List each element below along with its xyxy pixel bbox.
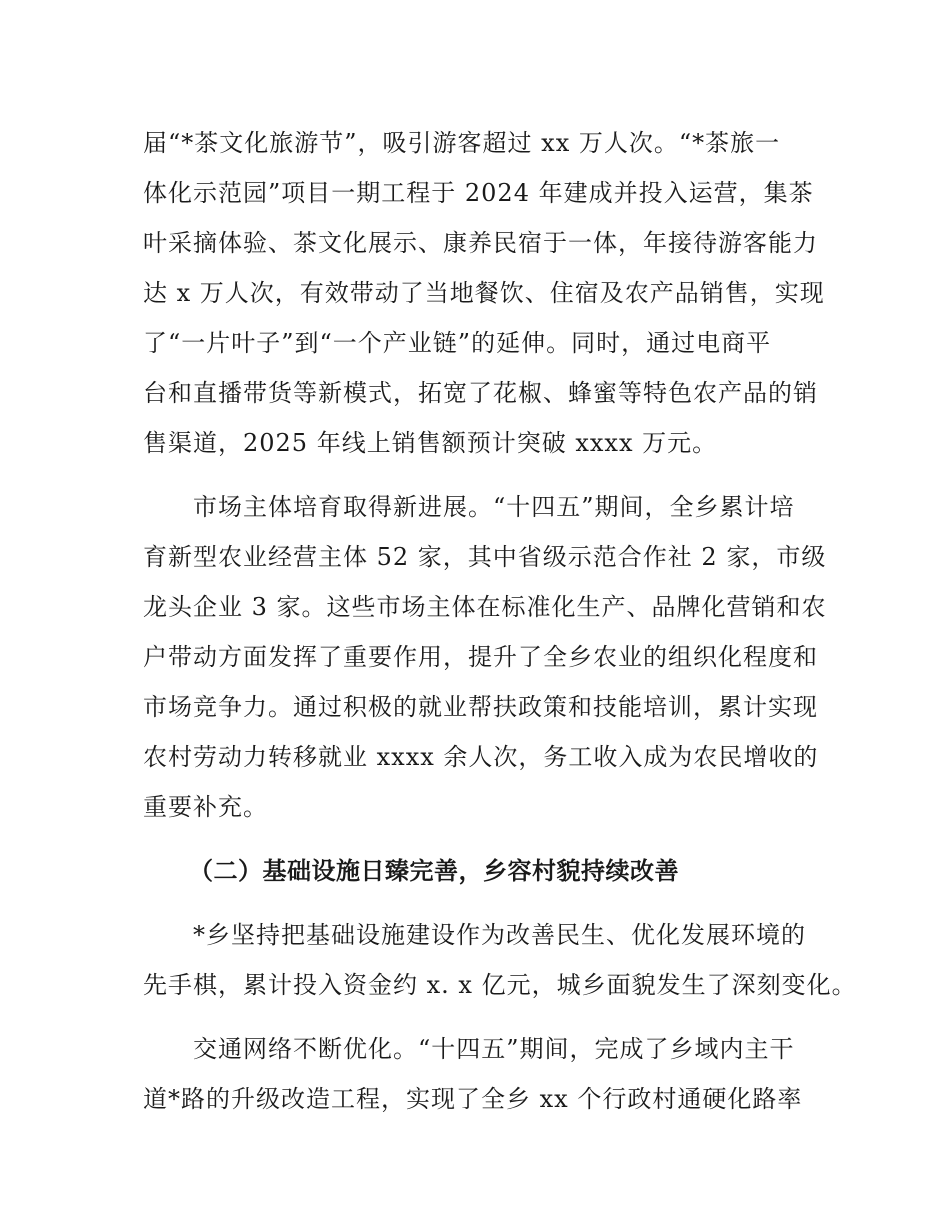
paragraph-line: 龙头企业 3 家。这些市场主体在标准化生产、品牌化营销和农 — [143, 593, 827, 621]
paragraph-line: 重要补充。 — [143, 793, 268, 821]
paragraph-line: 台和直播带货等新模式，拓宽了花椒、蜂蜜等特色农产品的销 — [143, 379, 818, 407]
paragraph-line: 达 x 万人次，有效带动了当地餐饮、住宿及农产品销售，实现 — [143, 279, 825, 307]
paragraph-line: 交通网络不断优化。“十四五”期间，完成了乡域内主干 — [193, 1035, 795, 1063]
paragraph-line: 先手棋，累计投入资金约 x. x 亿元，城乡面貌发生了深刻变化。 — [143, 971, 857, 999]
paragraph-line: 售渠道，2025 年线上销售额预计突破 xxxx 万元。 — [143, 429, 718, 457]
section-heading: （二）基础设施日臻完善，乡容村貌持续改善 — [189, 857, 679, 885]
paragraph-line: 道*路的升级改造工程，实现了全乡 xx 个行政村通硬化路率 — [143, 1085, 803, 1113]
paragraph-line: 届“*茶文化旅游节”，吸引游客超过 xx 万人次。“*茶旅一 — [143, 129, 781, 157]
paragraph-line: 了“一片叶子”到“一个产业链”的延伸。同时，通过电商平 — [143, 329, 772, 357]
paragraph-line: 农村劳动力转移就业 xxxx 余人次，务工收入成为农民增收的 — [143, 743, 819, 771]
paragraph-line: 市场主体培育取得新进展。“十四五”期间，全乡累计培 — [193, 493, 795, 521]
paragraph-line: *乡坚持把基础设施建设作为改善民生、优化发展环境的 — [193, 921, 806, 949]
paragraph-line: 育新型农业经营主体 52 家，其中省级示范合作社 2 家，市级 — [143, 543, 827, 571]
paragraph-line: 叶采摘体验、茶文化展示、康养民宿于一体，年接待游客能力 — [143, 229, 818, 257]
paragraph-line: 户带动方面发挥了重要作用，提升了全乡农业的组织化程度和 — [143, 643, 818, 671]
paragraph-line: 市场竞争力。通过积极的就业帮扶政策和技能培训，累计实现 — [143, 693, 818, 721]
paragraph-line: 体化示范园”项目一期工程于 2024 年建成并投入运营，集茶 — [143, 179, 814, 207]
